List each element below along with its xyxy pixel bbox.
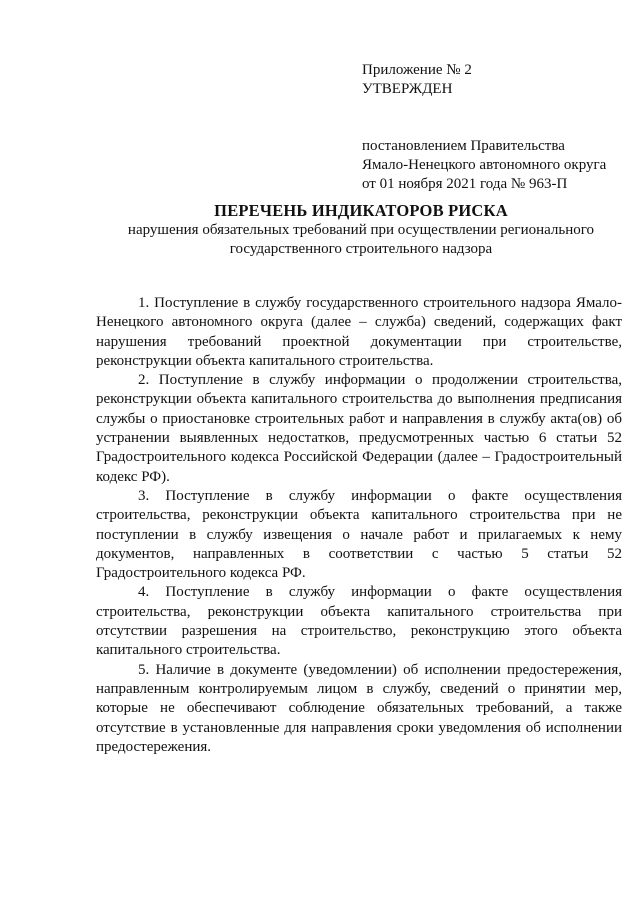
list-item: 3. Поступление в службу информации о факте осуществления строительства, реконструкции объекта капитального строительства при не поступлении в службу извещения о начале работ и прилагаемых к нему документов, направленных в соответствии с частью 5 статьи 52 Градостроительного кодекса РФ. <box>96 487 622 582</box>
document-heading: ПЕРЕЧЕНЬ ИНДИКАТОРОВ РИСКА <box>214 201 508 220</box>
approval-spacer <box>362 99 622 118</box>
document-subheading-line-1: нарушения обязательных требований при осуществлении регионального <box>127 222 595 238</box>
decree-line-1: постановлением Правительства <box>362 138 565 154</box>
list-item: 2. Поступление в службу информации о продолжении строительства, реконструкции объекта капитального строительства до выполнения предписания службы о приостановке строительных работ и направления в службу акта(ов) об устранении выявленных недостатков, предусмотренных частью 6 статьи 52 Градостроительного кодекса Российской Федерации (далее – Градостроительный кодекс РФ). <box>96 372 622 485</box>
document-subheading-line-2: государственного строительного надзора <box>229 241 493 257</box>
approved-label: УТВЕРЖДЕН <box>362 81 453 97</box>
risk-indicators-list <box>96 294 622 757</box>
decree-line-2: Ямало-Ненецкого автономного округа <box>362 157 607 173</box>
annex-number: Приложение № 2 <box>362 62 472 78</box>
list-item: 4. Поступление в службу информации о факте осуществления строительства, реконструкции объекта капитального строительства при отсутствии разрешения на строительство, реконструкцию этого объекта капитального строительства. <box>96 584 622 659</box>
list-item: 1. Поступление в службу государственного строительного надзора Ямало-Ненецкого автономного округа (далее – служба) сведений, содержащих факт нарушения требований проектной документации при строительстве, реконструкции объекта капитального строительства. <box>96 295 622 369</box>
decree-line-3: от 01 ноября 2021 года № 963-П <box>362 176 568 192</box>
approval-stamp-block <box>362 61 622 194</box>
list-item: 5. Наличие в документе (уведомлении) об исполнении предостережения, направленным контролируемым лицом в службу, сведений о принятии мер, которые не обеспечивают соблюдение обязательных требований, а также отсутствие в установленные для направления сроки уведомления об исполнении предостережения. <box>96 661 622 755</box>
document-title-block <box>96 201 626 259</box>
approval-spacer <box>362 118 622 137</box>
